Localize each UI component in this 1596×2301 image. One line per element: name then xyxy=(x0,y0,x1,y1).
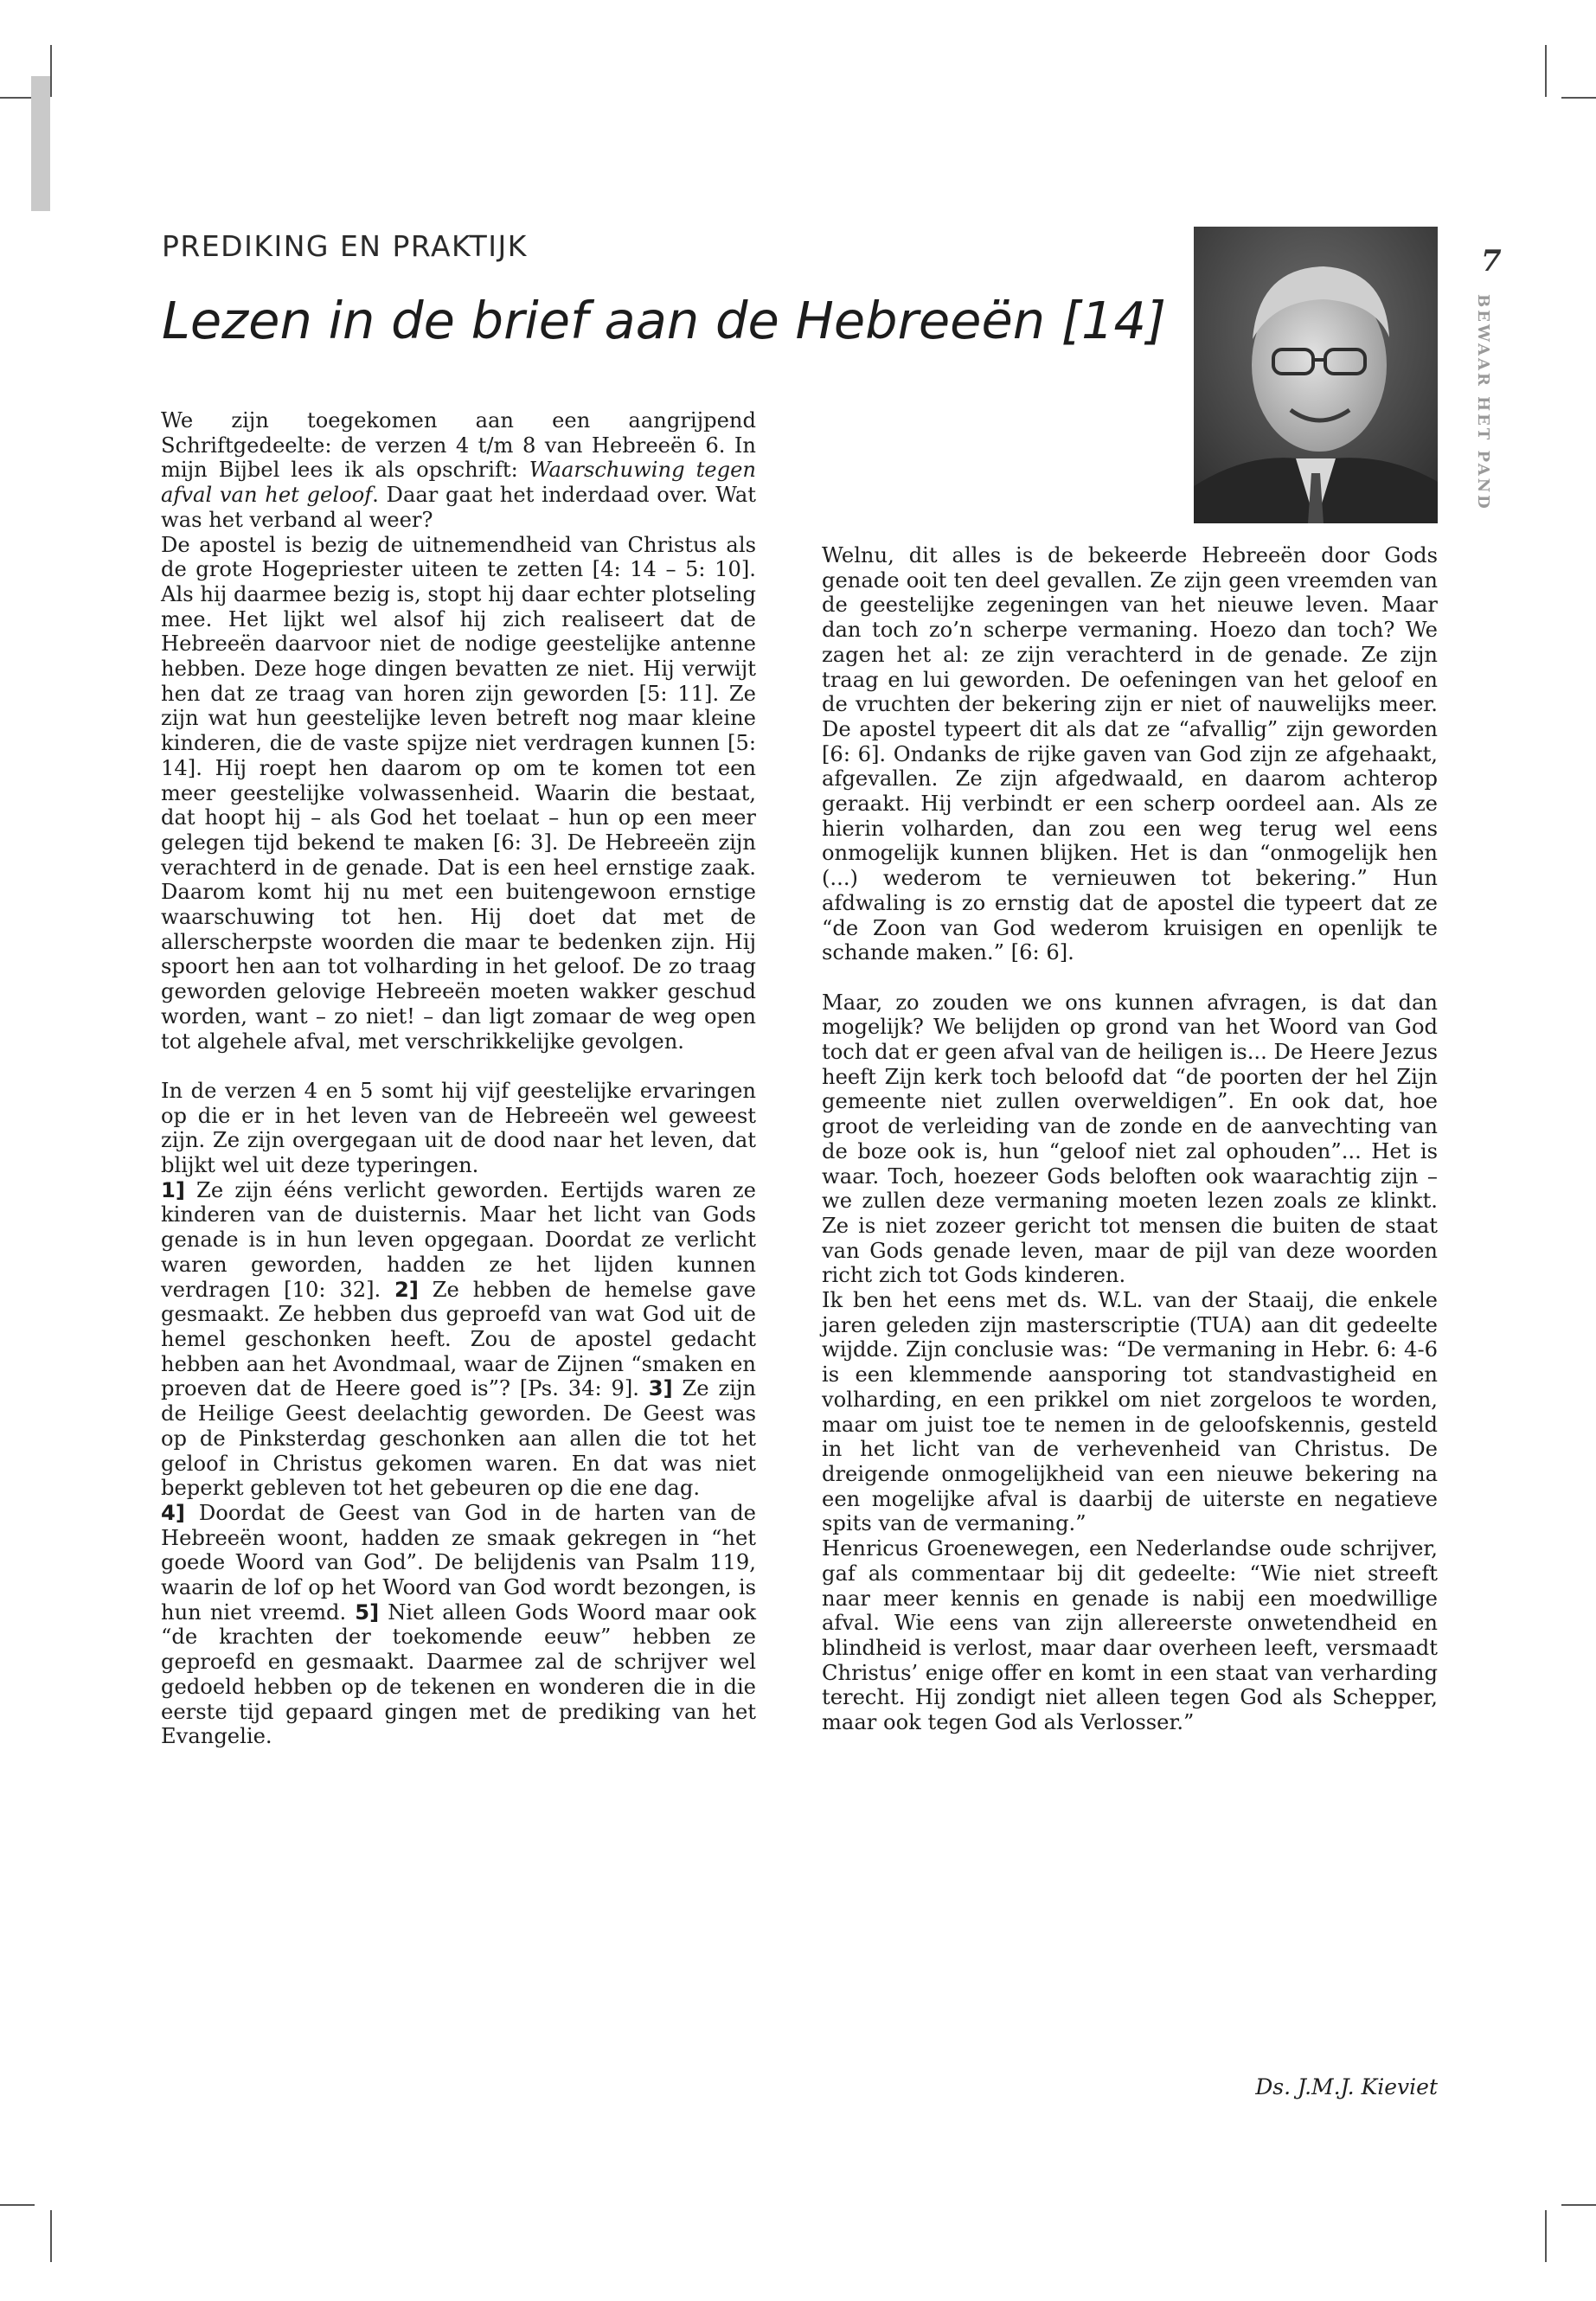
crop-mark xyxy=(1561,2204,1596,2206)
paragraph: Henricus Groenewegen, een Nederlandse oude schrijver, gaf als commentaar bij dit gedeelte: “Wie niet streeft naar meer kennis en genade is nabij een moedwillige afval. Wie eens van zijn allereerste onwetendheid en blindheid is verlost, maar daar overheen leeft, versmaadt Christus’ enige offer en komt in een staat van verharding terecht. Hij zondigt niet alleen tegen God als Schepper, maar ook tegen God als Verlosser.” xyxy=(822,1536,1438,1735)
page-number: 7 xyxy=(1481,244,1502,279)
paragraph: Ik ben het eens met ds. W.L. van der Staaij, die enkele jaren geleden zijn masterscriptie (TUA) aan dit gedeelte wijdde. Zijn conclusie was: “De vermaning in Hebr. 6: 4-6 is een klemmende aansporing tot standvastigheid en volharding, en een prikkel om niet zorgeloos te worden, maar om juist toe te nemen in de geloofskennis, gesteld in het licht van de verhevenheid van Christus. De dreigende onmogelijkheid van een nieuwe bekering na een mogelijke afval is daarbij de uiterste en negatieve spits van de vermaning.” xyxy=(822,1288,1438,1536)
paragraph: 4] Doordat de Geest van God in de harten van de Hebreeën woont, hadden ze smaak gekregen in “het goede Woord van God”. De belijdenis van Psalm 119, waarin de lof op het Woord van God wordt bezongen, is hun niet vreemd. 5] Niet alleen Gods Woord maar ook “de krachten der toekomende eeuw” hebben ze geproefd en gesmaakt. Daarmee zal de schrijver wel gedoeld hebben op de tekenen en wonderen die in die eerste tijd gepaard gingen met de prediking van het Evangelie. xyxy=(161,1500,757,1749)
author-signature: Ds. J.M.J. Kieviet xyxy=(1255,2074,1438,2099)
article-title: Lezen in de brief aan de Hebreeën [14] xyxy=(162,291,1167,350)
portrait-image xyxy=(1194,227,1438,523)
crop-mark xyxy=(0,2204,35,2206)
paragraph: 1] Ze zijn ééns verlicht geworden. Eertijds waren ze kinderen van de duisternis. Maar het licht van Gods genade is in hun leven opgegaan. Doordat ze verlicht waren geworden, hadden ze het lijden kunnen verdragen [10: 32]. 2] Ze hebben de hemelse gave gesmaakt. Ze hebben dus geproefd van wat God uit de hemel geschonken heeft. Zou de apostel gedacht hebben aan het Avondmaal, waar de Zijnen “smaken en proeven dat de Heere goed is”? [Ps. 34: 9]. 3] Ze zijn de Heilige Geest deelachtig geworden. De Geest was op de Pinksterdag geschonken aan allen die tot het geloof in Christus gekomen waren. En dat was niet beperkt gebleven tot het gebeuren op die ene dag. xyxy=(161,1177,756,1501)
section-label: PREDIKING EN PRAKTIJK xyxy=(162,229,528,263)
author-photo xyxy=(1194,227,1438,523)
crop-mark xyxy=(50,2210,52,2262)
crop-mark xyxy=(1545,2210,1547,2262)
crop-mark xyxy=(1561,97,1596,99)
crop-mark xyxy=(50,45,52,97)
right-column xyxy=(822,543,1438,1735)
crop-mark xyxy=(1545,45,1547,97)
paragraph: Welnu, dit alles is de bekeerde Hebreeën door Gods genade ooit ten deel gevallen. Ze zijn geen vreemden van de geestelijke zegeningen van het nieuwe leven. Maar dan toch zo’n scherpe vermaning. Hoezo dan toch? We zagen het al: ze zijn verachterd in de genade. Ze zijn traag en lui geworden. De oefeningen van het geloof en de vruchten der bekering zijn er niet of nauwelijks meer. De apostel typeert dit als dat ze “afvallig” zijn geworden [6: 6]. Ondanks de rijke gaven van God zijn ze afgehaakt, afgevallen. Ze zijn afgedwaald, en daarom achterop geraakt. Hij verbindt er een scherp oordeel aan. Als ze hierin volharden, dan zou een weg terug wel eens onmogelijk kunnen blijken. Het is dan “onmogelijk hen (...) wederom te vernieuwen tot bekering.” Hun afdwaling is zo ernstig dat de apostel die typeert dat ze “de Zoon van God wederom kruisigen en openlijk te schande maken.” [6: 6]. xyxy=(822,543,1438,965)
crop-mark xyxy=(0,97,35,99)
paragraph: De apostel is bezig de uitnemendheid van Christus als de grote Hogepriester uiteen te zetten [4: 14 – 5: 10]. Als hij daarmee bezig is, stopt hij daar echter plotseling mee. Het lijkt wel alsof hij zich realiseert dat de Hebreeën daarvoor niet de nodige geestelijke antenne hebben. Deze hoge dingen bevatten ze niet. Hij verwijt hen dat ze traag van horen zijn geworden [5: 11]. Ze zijn wat hun geestelijke leven betreft nog maar kleine kinderen, die de vaste spijze niet verdragen kunnen [5: 14]. Hij roept hen daarom op om te komen tot een meer geestelijke volwassenheid. Waarin die bestaat, dat hoopt hij – als God het toelaat – hun op een meer gelegen tijd bekend te maken [6: 3]. De Hebreeën zijn verachterd in de genade. Dat is een heel ernstige zaak. Daarom komt hij nu met een buitengewoon ernstige waarschuwing tot hen. Hij doet dat met de allerscherpste woorden die maar te bedenken zijn. Hij spoort hen aan tot volharding in het geloof. De zo traag geworden gelovige Hebreeën moeten wakker geschud worden, want – zo niet! – dan ligt zomaar de weg open tot algehele afval, met verschrikkelijke gevolgen. xyxy=(161,532,756,1054)
gutter-bar xyxy=(31,76,50,211)
paragraph: Maar, zo zouden we ons kunnen afvragen, is dat dan mogelijk? We belijden op grond van het Woord van God toch dat er geen afval van de heiligen is... De Heere Jezus heeft Zijn kerk toch beloofd dat “de poorten der hel Zijn gemeente niet zullen overweldigen”. En ook dat, hoe groot de verleiding van de zonde en de aanvechting van de boze ook is, hun “geloof niet zal ophouden”... Het is waar. Toch, hoezeer Gods beloften ook waarachtig zijn – we zullen deze vermaning moeten lezen zoals ze klinkt. Ze is niet zozeer gericht tot mensen die buiten de staat van Gods genade leven, maar de pijl van deze woorden richt zich tot Gods kinderen. xyxy=(822,990,1438,1288)
paragraph: In de verzen 4 en 5 somt hij vijf geestelijke ervaringen op die er in het leven van de Hebreeën wel geweest zijn. Ze zijn overgegaan uit de dood naar het leven, dat blijkt wel uit deze typeringen. xyxy=(161,1078,756,1178)
running-head: BEWAAR HET PAND xyxy=(1474,294,1492,511)
left-column xyxy=(161,408,756,1749)
paragraph: We zijn toegekomen aan een aangrijpend Schriftgedeelte: de verzen 4 t/m 8 van Hebreeën 6. In mijn Bijbel lees ik als opschrift: Waarschuwing tegen afval van het geloof. Daar gaat het inderdaad over. Wat was het verband al weer? xyxy=(161,408,756,532)
